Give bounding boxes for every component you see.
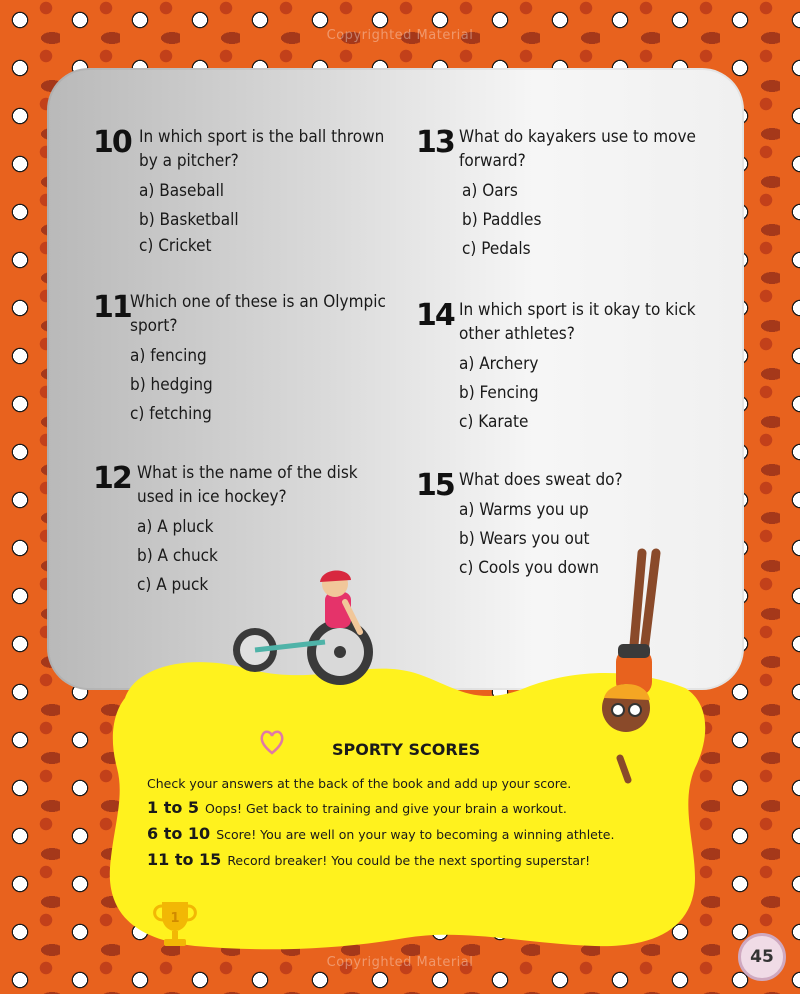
question-number: 12 xyxy=(93,461,131,496)
answer-option: a) Oars xyxy=(462,181,518,201)
answer-option: b) A chuck xyxy=(137,546,218,566)
score-row xyxy=(147,798,567,817)
score-text: Score! You are well on your way to becoming a winning athlete. xyxy=(216,827,615,842)
score-range: 11 to 15 xyxy=(147,850,222,869)
score-row xyxy=(147,850,590,869)
answer-option: b) Wears you out xyxy=(459,529,590,549)
question-text-line: What do kayakers use to move xyxy=(459,127,696,147)
question-text-line: In which sport is the ball thrown xyxy=(139,127,385,147)
question-13 xyxy=(416,125,716,264)
score-range: 6 to 10 xyxy=(147,824,211,843)
question-text-line: What is the name of the disk xyxy=(137,463,358,483)
question-number: 15 xyxy=(416,468,454,503)
question-number: 10 xyxy=(93,125,131,160)
watermark-bottom: Copyrighted Material xyxy=(326,955,474,970)
trophy-icon xyxy=(150,898,200,950)
page-number: 45 xyxy=(738,933,786,981)
answer-option: c) Cools you down xyxy=(459,558,599,578)
question-text-line: forward? xyxy=(459,151,526,171)
question-text-line: used in ice hockey? xyxy=(137,487,287,507)
score-range: 1 to 5 xyxy=(147,798,200,817)
answer-option: a) fencing xyxy=(130,346,207,366)
answer-option: c) Cricket xyxy=(139,236,212,256)
svg-text:1: 1 xyxy=(170,911,180,926)
answer-option: a) Baseball xyxy=(139,181,225,201)
answer-option: b) Basketball xyxy=(139,210,239,230)
question-text-line: What does sweat do? xyxy=(459,470,623,490)
answer-option: b) hedging xyxy=(130,375,213,395)
question-text-line: by a pitcher? xyxy=(139,151,239,171)
question-text-line: other athletes? xyxy=(459,324,575,344)
watermark-top: Copyrighted Material xyxy=(326,28,474,43)
question-10 xyxy=(93,125,393,257)
answer-option: b) Paddles xyxy=(462,210,542,230)
answer-option: a) Warms you up xyxy=(459,500,589,520)
scores-title: SPORTY SCORES xyxy=(332,740,481,759)
score-text: Oops! Get back to training and give your brain a workout. xyxy=(205,801,567,816)
answer-option: c) Pedals xyxy=(462,239,531,259)
answer-option: c) fetching xyxy=(130,404,212,424)
question-11 xyxy=(93,290,393,429)
score-row xyxy=(147,824,614,843)
question-number: 13 xyxy=(416,125,454,160)
answer-option: a) Archery xyxy=(459,354,539,374)
answer-option: b) Fencing xyxy=(459,383,539,403)
answer-option: a) A pluck xyxy=(137,517,214,537)
score-text: Record breaker! You could be the next sporting superstar! xyxy=(227,853,591,868)
question-text-line: In which sport is it okay to kick xyxy=(459,300,696,320)
question-text-line: Which one of these is an Olympic xyxy=(130,292,386,312)
question-14 xyxy=(416,298,716,437)
question-text-line: sport? xyxy=(130,316,178,336)
heart-icon xyxy=(258,728,286,756)
wheelchair-athlete-illustration xyxy=(225,562,385,692)
answer-option: c) Karate xyxy=(459,412,529,432)
question-number: 14 xyxy=(416,298,454,333)
question-number: 11 xyxy=(93,290,131,325)
scores-intro: Check your answers at the back of the book and add up your score. xyxy=(147,776,572,791)
answer-option: c) A puck xyxy=(137,575,209,595)
diver-illustration xyxy=(580,548,680,788)
